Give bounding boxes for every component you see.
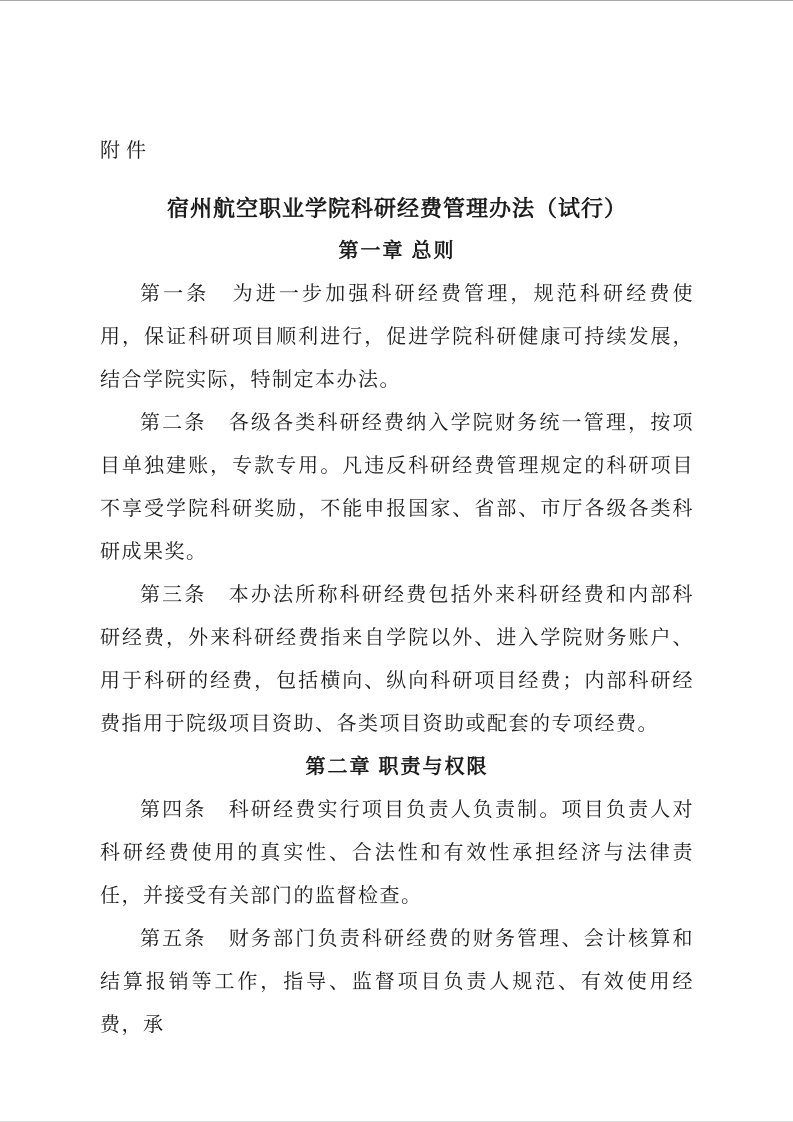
article-paragraph: 第二条 各级各类科研经费纳入学院财务统一管理，按项目单独建账，专款专用。凡违反科研经费管理规定的科研项目不享受学院科研奖励，不能申报国家、省部、市厅各级各类科研成果奖。 [100, 412, 694, 563]
article-paragraph: 第四条 科研经费实行项目负责人负责制。项目负责人对科研经费使用的真实性、合法性和有效性承担经济与法律责任，并接受有关部门的监督检查。 [100, 799, 694, 907]
document-title: 宿州航空职业学院科研经费管理办法（试行） [166, 196, 627, 221]
attachment-label: 附件 [100, 140, 152, 162]
chapter-heading: 第一章 总则 [338, 240, 456, 262]
article-paragraph: 第三条 本办法所称科研经费包括外来科研经费和内部科研经费，外来科研经费指来自学院以外、进入学院财务账户、用于科研的经费，包括横向、纵向科研项目经费；内部科研经费指用于院级项目资助、各类项目资助或配套的专项经费。 [100, 584, 694, 735]
chapter-heading: 第二章 职责与权限 [305, 756, 489, 778]
document-body [100, 230, 694, 1047]
article-paragraph: 第五条 财务部门负责科研经费的财务管理、会计核算和结算报销等工作，指导、监督项目负责人规范、有效使用经费，承 [100, 928, 694, 1036]
article-paragraph: 第一条 为进一步加强科研经费管理，规范科研经费使用，保证科研项目顺利进行，促进学院科研健康可持续发展，结合学院实际，特制定本办法。 [100, 283, 694, 391]
